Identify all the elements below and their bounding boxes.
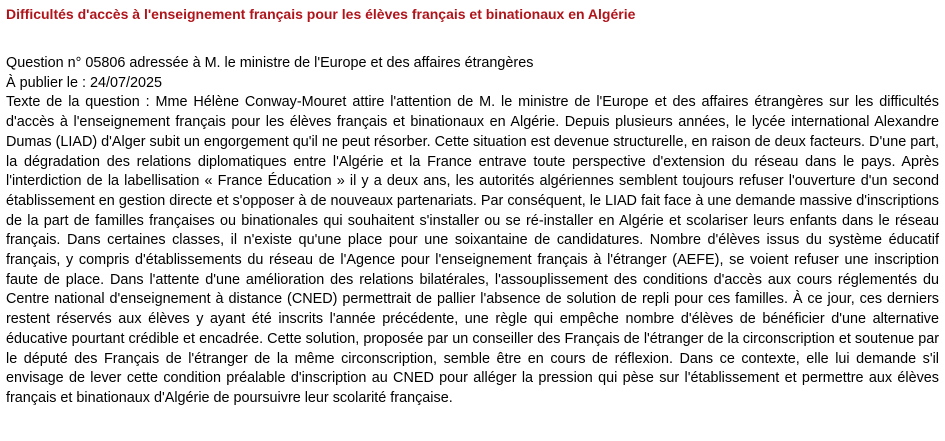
question-title: Difficultés d'accès à l'enseignement français pour les élèves français et binationaux en Algérie bbox=[6, 6, 636, 22]
publication-date-line: À publier le : 24/07/2025 bbox=[6, 74, 163, 91]
question-document bbox=[6, 0, 939, 409]
question-number-line: Question n° 05806 adressée à M. le ministre de l'Europe et des affaires étrangères bbox=[6, 55, 534, 71]
question-body-text: Texte de la question : Mme Hélène Conway-Mouret attire l'attention de M. le ministre de l'Europe et des affaires étrangères sur les difficultés d'accès à l'enseignement français pour les élèves français et binationaux en Algérie. Depuis plusieurs années, le lycée international Alexandre Dumas (LIAD) d'Alger subit un engorgement qu'il ne peut résorber. Cette situation est devenue structurelle, en raison de deux facteurs. D'une part, la dégradation des relations diplomatiques entre l'Algérie et la France entrave toute perspective d'extension du réseau dans le pays. Après l'interdiction de la labellisation « France Éducation » il y a deux ans, les autorités algériennes semblent toujours refuser l'ouverture d'un second établissement en gestion directe et s'opposer à de nouveaux partenariats. Par conséquent, le LIAD fait face à une demande massive d'inscriptions de la part de familles françaises ou binationales qui souhaitent s'installer ou se ré-installer en Algérie et scolariser leurs enfants dans le réseau français. Dans certaines classes, il n'existe qu'une place pour une soixantaine de candidatures. Nombre d'élèves issus du système éducatif français, y compris d'établissements du réseau de l'Agence pour l'enseignement français à l'étranger (AEFE), se voient refuser une inscription faute de place. Dans l'attente d'une amélioration des relations bilatérales, l'assouplissement des conditions d'accès aux cours réglementés du Centre national d'enseignement à distance (CNED) permettrait de pallier l'absence de solution de repli pour ces familles. À ce jour, ces derniers restent réservés aux élèves y ayant été inscrits l'année précédente, une règle qui empêche nombre d'élèves de bénéficier d'une alternative éducative pourtant crédible et encadrée. Cette solution, proposée par un conseiller des Français de l'étranger de la circonscription et soutenue par le député des Français de l'étranger de la même circonscription, semble être en cours de réflexion. Dans ce contexte, elle lui demande s'il envisage de lever cette condition préalable d'inscription au CNED pour alléger la pression qui pèse sur l'établissement et permettre aux élèves français et binationaux d'Algérie de poursuivre leur scolarité française. bbox=[6, 94, 939, 406]
question-meta bbox=[6, 54, 939, 93]
